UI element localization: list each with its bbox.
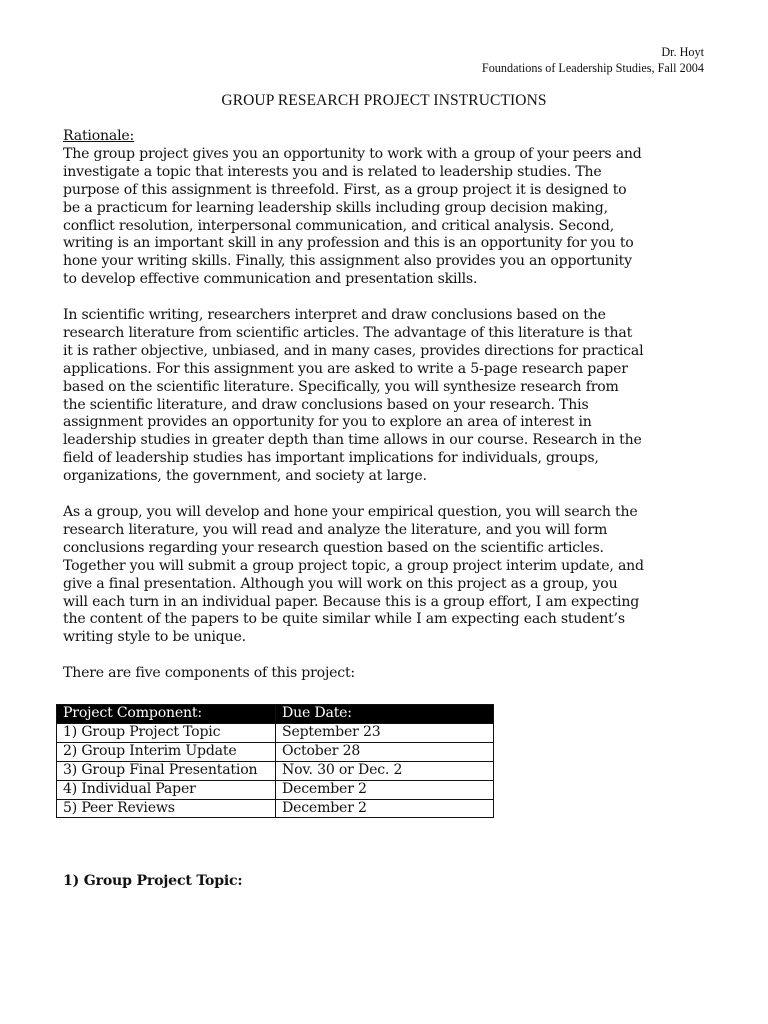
- course-info: Foundations of Leadership Studies, Fall 2004: [481, 61, 704, 75]
- table-cell-component: 1) Group Project Topic: [57, 723, 276, 742]
- document-title: GROUP RESEARCH PROJECT INSTRUCTIONS: [221, 92, 547, 109]
- paragraph-line: research literature, you will read and analyze the literature, and you will form: [63, 521, 608, 538]
- paragraph-line: writing style to be unique.: [63, 629, 246, 646]
- table-cell-due-date: December 2: [276, 780, 494, 799]
- paragraph-line: conclusions regarding your research question based on the scientific articles.: [63, 539, 604, 556]
- paragraph-line: the scientific literature, and draw conclusions based on your research. This: [63, 396, 589, 413]
- paragraph-line: organizations, the government, and society at large.: [63, 468, 427, 485]
- table-header-due-date: Due Date:: [276, 705, 494, 724]
- table-cell-component: 3) Group Final Presentation: [57, 761, 276, 780]
- paragraph: [63, 665, 713, 683]
- author-name: Dr. Hoyt: [661, 45, 704, 59]
- components-table: [56, 704, 494, 818]
- paragraph-line: Together you will submit a group project topic, a group project interim update, and: [63, 557, 644, 574]
- rationale-heading: Rationale:: [63, 128, 135, 144]
- paragraph-line: based on the scientific literature. Specifically, you will synthesize research from: [63, 378, 619, 395]
- table-cell-due-date: December 2: [276, 799, 494, 818]
- paragraph-line: The group project gives you an opportunity to work with a group of your peers and: [63, 145, 642, 162]
- paragraph-line: purpose of this assignment is threefold. First, as a group project it is designed to: [63, 181, 627, 198]
- paragraph-line: investigate a topic that interests you and is related to leadership studies. The: [63, 163, 602, 180]
- table-row: [57, 780, 494, 799]
- table-row: [57, 742, 494, 761]
- paragraph: [63, 146, 713, 289]
- paragraph-line: In scientific writing, researchers interpret and draw conclusions based on the: [63, 307, 606, 324]
- table-row: [57, 761, 494, 780]
- paragraph-line: be a practicum for learning leadership skills including group decision making,: [63, 199, 608, 216]
- section-heading: 1) Group Project Topic:: [63, 873, 243, 889]
- document-header: [482, 44, 704, 76]
- table-cell-component: 4) Individual Paper: [57, 780, 276, 799]
- paragraph-line: will each turn in an individual paper. Because this is a group effort, I am expecting: [63, 593, 640, 610]
- paragraph-line: hone your writing skills. Finally, this assignment also provides you an opportunity: [63, 253, 632, 270]
- table-cell-due-date: September 23: [276, 723, 494, 742]
- paragraph-line: research literature from scientific articles. The advantage of this literature is that: [63, 324, 633, 341]
- document-body: [63, 128, 713, 701]
- paragraph-line: applications. For this assignment you are asked to write a 5-page research paper: [63, 360, 628, 377]
- table-cell-component: 5) Peer Reviews: [57, 799, 276, 818]
- paragraph-line: There are five components of this project:: [63, 665, 355, 682]
- paragraph-line: writing is an important skill in any profession and this is an opportunity for you to: [63, 235, 634, 252]
- table-header-row: [57, 705, 494, 724]
- table-cell-component: 2) Group Interim Update: [57, 742, 276, 761]
- table-header-component: Project Component:: [57, 705, 276, 724]
- components-table-wrap: [56, 704, 494, 818]
- paragraph-line: leadership studies in greater depth than time allows in our course. Research in the: [63, 432, 642, 449]
- paragraph: [63, 307, 713, 486]
- paragraph: [63, 504, 713, 647]
- paragraph-line: conflict resolution, interpersonal communication, and critical analysis. Second,: [63, 217, 614, 234]
- paragraphs: [63, 146, 713, 683]
- table-cell-due-date: Nov. 30 or Dec. 2: [276, 761, 494, 780]
- paragraph-line: it is rather objective, unbiased, and in many cases, provides directions for practical: [63, 342, 644, 359]
- paragraph-line: assignment provides an opportunity for you to explore an area of interest in: [63, 414, 592, 431]
- paragraph-line: to develop effective communication and presentation skills.: [63, 271, 478, 288]
- paragraph-line: the content of the papers to be quite similar while I am expecting each student’s: [63, 611, 625, 628]
- paragraph-line: As a group, you will develop and hone your empirical question, you will search the: [63, 504, 638, 520]
- table-cell-due-date: October 28: [276, 742, 494, 761]
- table-row: [57, 799, 494, 818]
- paragraph-line: field of leadership studies has important implications for individuals, groups,: [63, 450, 599, 467]
- paragraph-line: give a final presentation. Although you will work on this project as a group, you: [63, 575, 618, 592]
- table-row: [57, 723, 494, 742]
